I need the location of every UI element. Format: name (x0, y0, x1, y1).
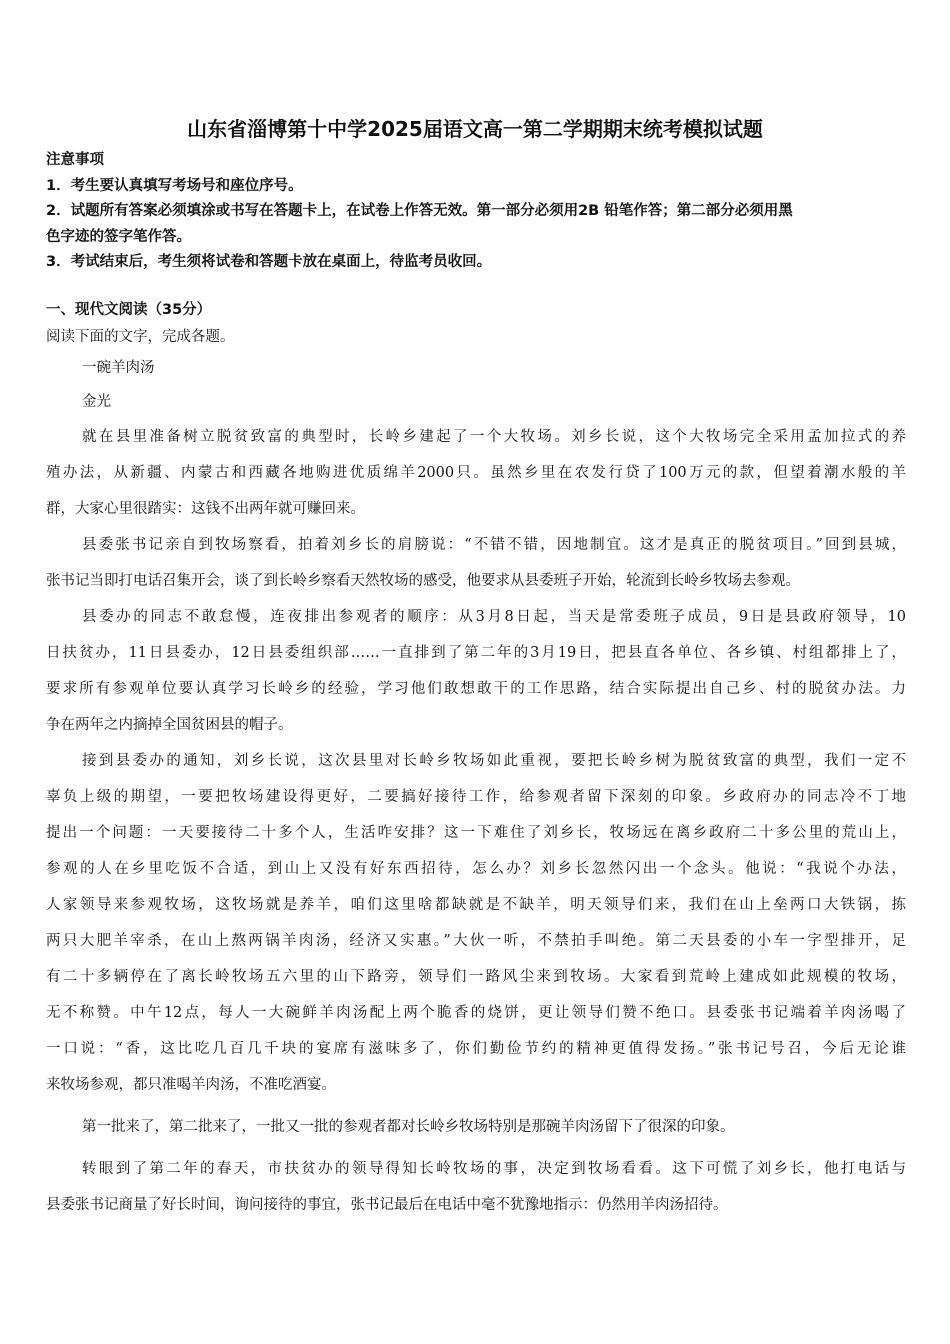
paragraph-line: 群，大家心里很踏实：这钱不出两年就可赚回来。 (46, 501, 365, 517)
paragraph-line: 日扶贫办，11日县委办，12日县委组织部……一直排到了第二年的3月19日，把县直各单位、各乡镇、村组都排上了， (46, 645, 906, 661)
section-heading: 一、现代文阅读（35分） (46, 302, 212, 318)
paragraph-line: 县委张书记亲自到牧场察看，拍着刘乡长的肩膀说：“不错不错，因地制宜。这才是真正的脱贫项目。”回到县城， (82, 537, 906, 553)
paragraph-line: 接到县委办的通知，刘乡长说，这次县里对长岭乡牧场如此重视，要把长岭乡树为脱贫致富的典型，我们一定不 (82, 753, 906, 769)
notice-heading: 注意事项 (46, 152, 104, 168)
article-paragraph (46, 1109, 906, 1145)
section-intro (46, 297, 906, 419)
paragraph-line: 第一批来了，第二批来了，一批又一批的参观者都对长岭乡牧场特别是那碗羊肉汤留下了很深的印象。 (82, 1119, 735, 1135)
paragraph-line: 县委张书记商量了好长时间，询问接待的事宜，张书记最后在电话中毫不犹豫地指示：仍然用羊肉汤招待。 (46, 1197, 728, 1213)
paragraph-line: 县委办的同志不敢怠慢，连夜排出参观者的顺序：从3月8日起，当天是常委班子成员，9日是县政府领导，10 (82, 609, 906, 625)
paragraph-line: 张书记当即打电话召集开会，谈了到长岭乡察看天然牧场的感受，他要求从县委班子开始，轮流到长岭乡牧场去参观。 (46, 573, 800, 589)
article-paragraph (46, 527, 906, 599)
notice-item: 色字迹的签字笔作答。 (46, 228, 191, 245)
article-paragraph (46, 743, 906, 1103)
notice-item: 2．试题所有答案必须填涂或书写在答题卡上，在试卷上作答无效。第一部分必须用2B 铅笔作答；第二部分必须用黑 (46, 203, 793, 219)
paragraph-line: 争在两年之内摘掉全国贫困县的帽子。 (46, 717, 293, 733)
paragraph-line: 来牧场参观，都只准喝羊肉汤，不准吃酒宴。 (46, 1077, 336, 1093)
article-title: 一碗羊肉汤 (82, 360, 155, 376)
paragraph-line: 人家领导来参观牧场，这牧场就是养羊，咱们这里啥都缺就是不缺羊，明天领导们来，我们在山上垒两口大铁锅，拣 (46, 897, 906, 913)
notice-item: 1．考生要认真填写考场号和座位序号。 (46, 177, 303, 194)
article-author: 金光 (82, 394, 111, 410)
article-paragraph (46, 1151, 906, 1223)
paragraph-line: 无不称赞。中午12点，每人一大碗鲜羊肉汤配上两个脆香的烧饼，更让领导们赞不绝口。县委张书记端着羊肉汤喝了 (46, 1005, 906, 1021)
paragraph-line: 参观的人在乡里吃饭不合适，到山上又没有好东西招待，怎么办？刘乡长忽然闪出一个念头。他说：“我说个办法， (46, 861, 906, 877)
paragraph-line: 有二十多辆停在了离长岭牧场五六里的山下路旁，领导们一路风尘来到牧场。大家看到荒岭上建成如此规模的牧场， (46, 969, 906, 985)
article-body (46, 419, 906, 1223)
article-paragraph (46, 599, 906, 743)
notice-section (46, 148, 906, 276)
paragraph-line: 就在县里准备树立脱贫致富的典型时，长岭乡建起了一个大牧场。刘乡长说，这个大牧场完全采用孟加拉式的养 (82, 429, 906, 445)
paragraph-line: 殖办法，从新疆、内蒙古和西藏各地购进优质绵羊2000只。虽然乡里在农发行贷了100万元的款，但望着潮水般的羊 (46, 465, 906, 481)
paragraph-line: 一口说：“香，这比吃几百几千块的宴席有滋味多了，你们勤俭节约的精神更值得发扬。”张书记号召，今后无论谁 (46, 1041, 906, 1057)
notice-item: 3．考试结束后，考生须将试卷和答题卡放在桌面上，待监考员收回。 (46, 254, 492, 270)
section-instruction: 阅读下面的文字，完成各题。 (46, 329, 235, 345)
paragraph-line: 辜负上级的期望，一要把牧场建设得更好，二要搞好接待工作，给参观者留下深刻的印象。乡政府办的同志冷不丁地 (46, 789, 906, 805)
paragraph-line: 要求所有参观单位要认真学习长岭乡的经验，学习他们敢想敢干的工作思路，结合实际提出自己乡、村的脱贫办法。力 (46, 681, 906, 697)
paragraph-line: 提出一个问题：一天要接待二十多个人，生活咋安排？这一下难住了刘乡长，牧场远在离乡政府二十多公里的荒山上， (46, 825, 906, 841)
paragraph-line: 转眼到了第二年的春天，市扶贫办的领导得知长岭牧场的事，决定到牧场看看。这下可慌了刘乡长，他打电话与 (82, 1161, 906, 1177)
page-title: 山东省淄博第十中学2025届语文高一第二学期期末统考模拟试题 (187, 117, 763, 141)
paragraph-line: 两只大肥羊宰杀，在山上熬两锅羊肉汤，经济又实惠。”大伙一听，不禁拍手叫绝。第二天县委的小车一字型排开，足 (46, 933, 906, 949)
article-paragraph (46, 419, 906, 527)
